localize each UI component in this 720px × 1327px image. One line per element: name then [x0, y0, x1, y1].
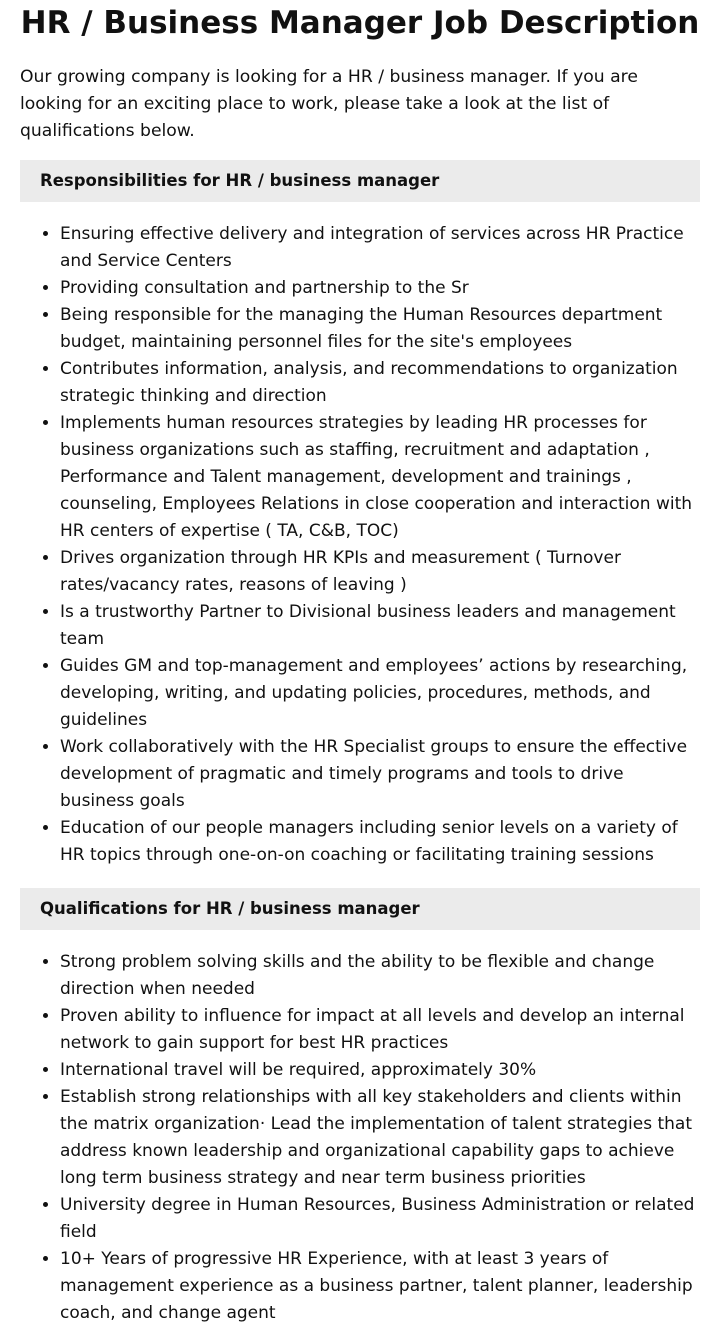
- list-item: • Establish strong relationships with all key stakeholders and clients within the matrix organization· Lead the implementation of talent strategies that address known leadership and organizational capability gaps to achieve long term business strategy and near term business priorities: [60, 1084, 700, 1192]
- qualifications-heading: Qualifications for HR / business manager: [20, 888, 700, 930]
- list-item: • Education of our people managers including senior levels on a variety of HR topics through one-on-on coaching or facilitating training sessions: [60, 815, 700, 869]
- list-item: • Providing consultation and partnership to the Sr: [60, 275, 700, 302]
- list-item: • University degree in Human Resources, Business Administration or related field: [60, 1192, 700, 1246]
- list-item: • Ensuring effective delivery and integration of services across HR Practice and Service Centers: [60, 221, 700, 275]
- list-item: • Strong problem solving skills and the ability to be flexible and change direction when needed: [60, 949, 700, 1003]
- list-item: • International travel will be required, approximately 30%: [60, 1057, 700, 1084]
- page-title: HR / Business Manager Job Description: [20, 5, 700, 41]
- list-item: • Work collaboratively with the HR Specialist groups to ensure the effective development of pragmatic and timely programs and tools to drive business goals: [60, 734, 700, 815]
- intro-paragraph: Our growing company is looking for a HR / business manager. If you are looking for an exciting place to work, please take a look at the list of qualifications below.: [20, 67, 638, 141]
- list-item: • Proven ability to influence for impact at all levels and develop an internal network to gain support for best HR practices: [60, 1003, 700, 1057]
- responsibilities-list: [20, 221, 700, 869]
- list-item: • Is a trustworthy Partner to Divisional business leaders and management team: [60, 599, 700, 653]
- responsibilities-heading: Responsibilities for HR / business manager: [20, 160, 700, 202]
- list-item: • Contributes information, analysis, and recommendations to organization strategic thinking and direction: [60, 356, 700, 410]
- list-item: • Drives organization through HR KPIs and measurement ( Turnover rates/vacancy rates, reasons of leaving ): [60, 545, 700, 599]
- list-item: • Being responsible for the managing the Human Resources department budget, maintaining personnel files for the site's employees: [60, 302, 700, 356]
- list-item: • 10+ Years of progressive HR Experience, with at least 3 years of management experience as a business partner, talent planner, leadership coach, and change agent: [60, 1246, 700, 1327]
- list-item: • Guides GM and top-management and employees’ actions by researching, developing, writing, and updating policies, procedures, methods, and guidelines: [60, 653, 700, 734]
- qualifications-list: [20, 949, 700, 1327]
- list-item: • Implements human resources strategies by leading HR processes for business organizations such as staffing, recruitment and adaptation , Performance and Talent management, development and trainings , counseling, Employees Relations in close cooperation and interaction with HR centers of expertise ( TA, C&B, TOC): [60, 410, 700, 545]
